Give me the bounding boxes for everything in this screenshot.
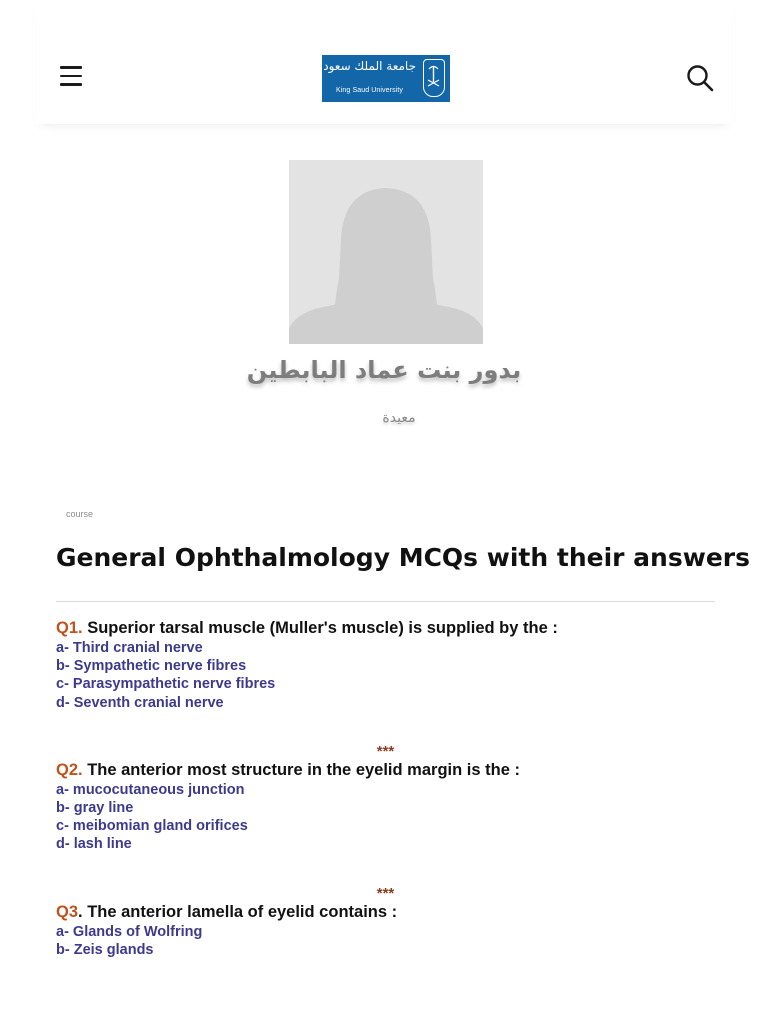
answer-option: c- Parasympathetic nerve fibres [56, 676, 276, 693]
answer-option: c- meibomian gland orifices [56, 818, 248, 835]
answer-option: a- Glands of Wolfring [56, 923, 203, 940]
person-title: معيدة [382, 410, 416, 426]
question-block [56, 882, 715, 959]
question-number: Q3 [56, 902, 79, 921]
page-title: General Ophthalmology MCQs with their answers [56, 543, 750, 572]
question-number: Q1. [56, 619, 83, 637]
question-line [56, 618, 715, 639]
person-name: بدور بنت عماد البابطين [246, 356, 522, 384]
avatar [289, 160, 483, 344]
question-number-separator: . [78, 902, 83, 921]
question-text: The anterior lamella of eyelid contains : [82, 902, 398, 921]
separator-stars: *** [376, 884, 395, 902]
separator-stars: *** [376, 742, 395, 760]
answer-option: d- Seventh cranial nerve [56, 694, 224, 711]
answer-option: a- Third cranial nerve [56, 640, 203, 656]
logo-english-name: King Saud University [336, 87, 403, 94]
divider [56, 601, 715, 602]
question-text: Superior tarsal muscle (Muller's muscle) is supplied by the : [82, 619, 558, 637]
search-icon[interactable] [686, 64, 714, 92]
question-block [56, 618, 715, 712]
hamburger-menu-icon[interactable] [60, 66, 82, 86]
answer-option: b- gray line [56, 800, 134, 817]
logo-arabic-name: جامعة الملك سعود [323, 59, 416, 73]
question-line [56, 760, 715, 781]
university-logo[interactable] [322, 55, 450, 102]
university-emblem-icon [423, 59, 445, 97]
question-line [56, 902, 715, 923]
answer-option: b- Zeis glands [56, 941, 154, 958]
questions-list [56, 618, 715, 959]
site-header [36, 0, 732, 124]
answer-option: d- lash line [56, 836, 132, 853]
question-number: Q2. [56, 760, 83, 779]
category-label[interactable]: course [66, 509, 94, 519]
question-text: The anterior most structure in the eyelid margin is the : [82, 760, 520, 779]
answer-option: b- Sympathetic nerve fibres [56, 658, 247, 675]
question-block [56, 740, 715, 854]
answer-option: a- mucocutaneous junction [56, 781, 245, 798]
